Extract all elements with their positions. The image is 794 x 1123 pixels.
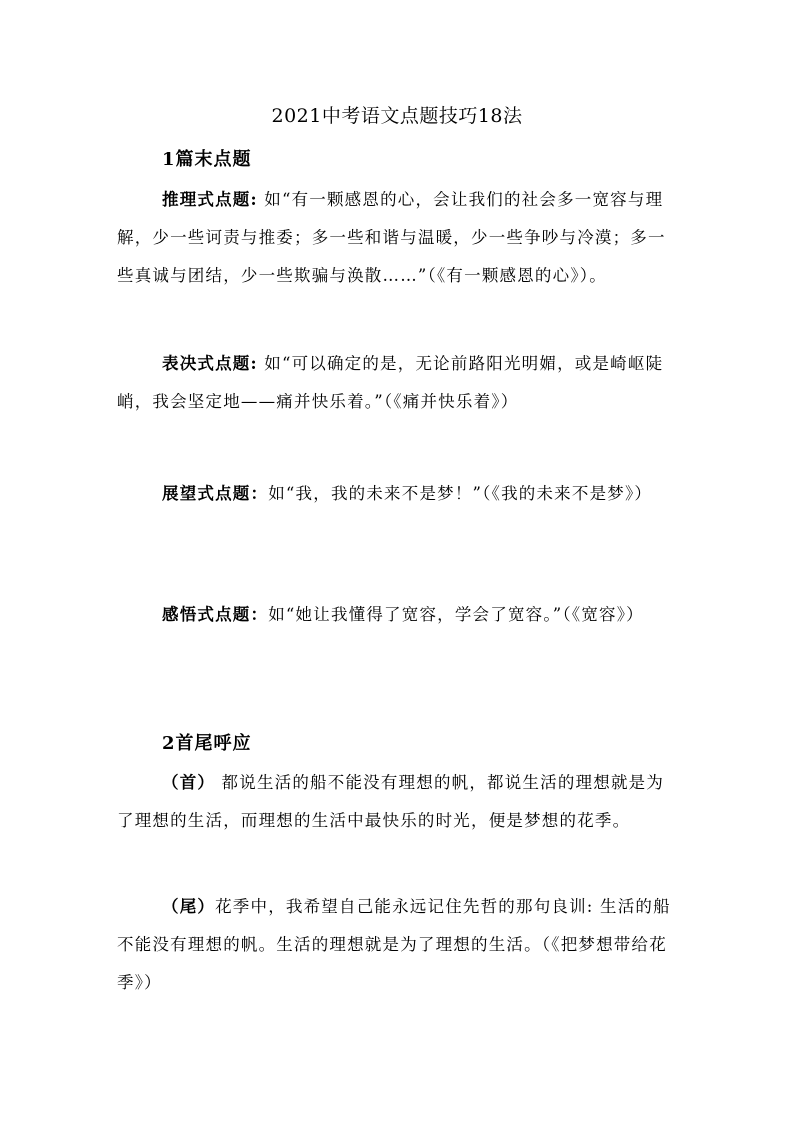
paragraph-text: 如“可以确定的是，无论前路阳光明媚，或是崎岖陡峭，我会坚定地——痛并快乐着。”（《痛并快乐着》） bbox=[117, 354, 664, 411]
paragraph-text: 如“有一颗感恩的心，会让我们的社会多一宽容与理解，少一些诃责与推委；多一些和谐与温暖，少一些争吵与冷漠；多一些真诚与团结，少一些欺骗与涣散……”（《有一颗感恩的心》）。 bbox=[117, 190, 666, 285]
paragraph-text: 花季中，我希望自己能永远记住先哲的那句良训: 生活的船不能没有理想的帆。生活的理想就是为了理想的生活。（《把梦想带给花季》） bbox=[117, 897, 671, 992]
paragraph-closing bbox=[117, 888, 677, 1002]
paragraph-opening bbox=[117, 764, 677, 840]
paragraph-label: 感悟式点题： bbox=[162, 605, 269, 624]
paragraph-text: 如“她让我懂得了宽容，学会了宽容。”（《宽容》） bbox=[268, 605, 644, 624]
paragraph-label: （尾） bbox=[162, 897, 216, 916]
section-heading-echo: 2首尾呼应 bbox=[162, 733, 252, 754]
paragraph-text: 都说生活的船不能没有理想的帆，都说生活的理想就是为了理想的生活，而理想的生活中最快乐的时光，便是梦想的花季。 bbox=[117, 773, 665, 830]
paragraph-resolution bbox=[117, 345, 677, 421]
paragraph-label: 推理式点题: bbox=[162, 190, 258, 209]
section-heading-ending: 1篇末点题 bbox=[162, 149, 252, 170]
paragraph-label: （首） bbox=[162, 773, 216, 792]
paragraph-inference bbox=[117, 181, 677, 295]
paragraph-outlook bbox=[117, 475, 677, 513]
paragraph-label: 展望式点题： bbox=[162, 484, 269, 503]
paragraph-text: 如“我，我的未来不是梦！”（《我的未来不是梦》） bbox=[268, 484, 653, 503]
paragraph-label: 表决式点题: bbox=[162, 354, 258, 373]
document-title: 2021中考语文点题技巧18法 bbox=[271, 105, 523, 127]
paragraph-insight bbox=[117, 596, 677, 634]
